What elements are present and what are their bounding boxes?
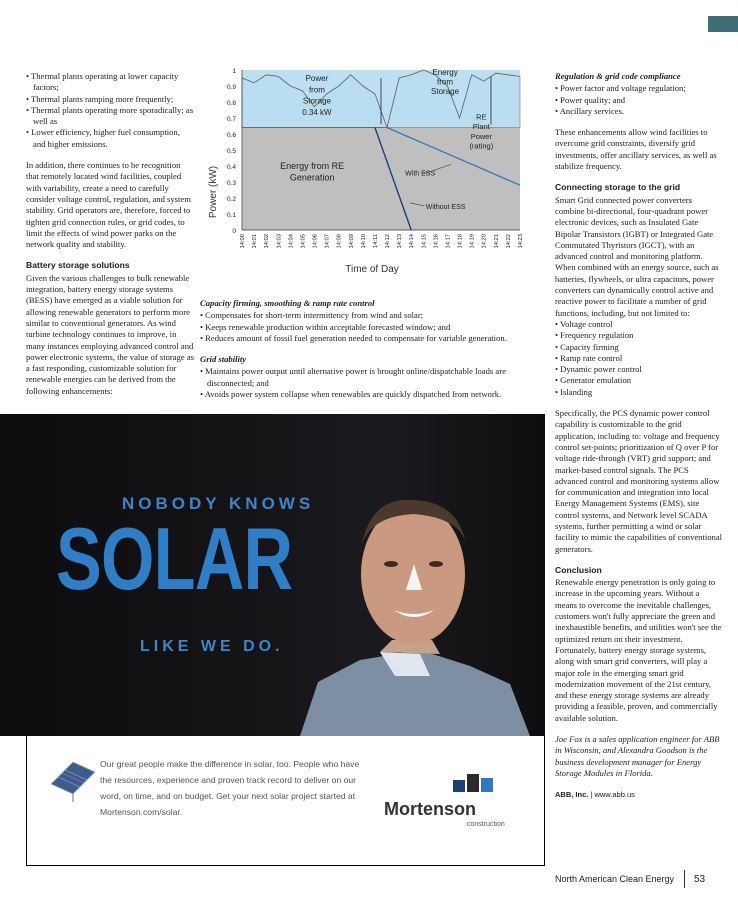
annotation-power-from-storage: Storage bbox=[302, 96, 331, 106]
x-tick-label: 14:00 bbox=[240, 234, 246, 249]
company-name: ABB, Inc. bbox=[555, 790, 589, 800]
list-item: • Maintains power output until alternative power is brought online/dispatchable loads are disconnected; and bbox=[200, 366, 540, 389]
x-tick-label: 14:08 bbox=[336, 234, 343, 249]
x-tick-label: 14:01 bbox=[252, 234, 259, 249]
x-tick-label: 14:09 bbox=[348, 234, 355, 249]
x-tick-label: 14:02 bbox=[264, 234, 271, 249]
list-item: • Compensates for short-term intermittency from wind and solar; bbox=[200, 310, 540, 321]
x-tick-label: 14:11 bbox=[372, 234, 379, 249]
y-tick-label: 0.6 bbox=[226, 132, 236, 139]
y-tick-label: 0.5 bbox=[226, 148, 236, 155]
y-tick-label: 0.1 bbox=[226, 212, 236, 219]
annotation-re-plant-rating: Plant bbox=[472, 122, 490, 132]
annotation-without-ess: Without ESS bbox=[425, 204, 466, 212]
ad-body-copy: Our great people make the difference in solar, too. People who have the resources, experience and proven track record to deliver on our word, on time, and on budget. Get your next solar project started at Mortenson.com/solar. bbox=[100, 759, 360, 817]
list-item: • Generator emulation bbox=[555, 375, 723, 386]
annotation-re-plant-rating: RE bbox=[476, 112, 487, 122]
annotation-re-plant-rating: (rating) bbox=[469, 141, 494, 151]
paragraph: Given the various challenges to bulk renewable integration, battery energy storage systems (BESS) have emerged as a viable solution for allowing renewable generators to perform more similar to conventional generators. As wind turbine technology continues to improve, in many instances employing advanced control and power electronic systems, the value of storage as a fast responding, customizable solution for renewable energies can be derived from the following enhancements: bbox=[26, 272, 194, 396]
paragraph: In addition, there continues to be recognition that remotely located wind facilities, coupled with variability, create a need to carefully consider voltage control, regulation, and system stability. Grid operators are, therefore, forced to tighten grid connection rules, or grid codes, to limit the effects of wind power parks on the network quality and stability. bbox=[26, 160, 191, 250]
annotation-with-ess: With ESS bbox=[405, 170, 436, 178]
list-item: • Dynamic power control bbox=[555, 364, 723, 375]
list-item: • Avoids power system collapse when renewables are quickly dispatched from network. bbox=[200, 389, 540, 400]
section-heading: Battery storage solutions bbox=[26, 260, 130, 271]
list-item: • Frequency regulation bbox=[555, 330, 723, 341]
publication-name: North American Clean Energy bbox=[555, 874, 675, 884]
ad-photo-panel bbox=[0, 414, 545, 736]
paragraph: These enhancements allow wind facilities to overcome grid constraints, diversify grid investments, offer ancillary services, as well as stabilize frequency. bbox=[555, 127, 717, 172]
power-chart-svg bbox=[200, 62, 530, 282]
x-tick-label: 14:13 bbox=[397, 234, 404, 249]
annotation-energy-from-storage: from bbox=[437, 77, 454, 87]
list-item: • Thermal plants ramping more frequently; bbox=[26, 94, 194, 105]
x-tick-label: 14:23 bbox=[518, 234, 524, 249]
ad-headline-top: NOBODY KNOWS bbox=[122, 494, 315, 513]
footer-divider bbox=[684, 870, 685, 888]
company-url: | www.abb.us bbox=[590, 790, 635, 800]
y-tick-label: 0.7 bbox=[226, 116, 236, 123]
advertisement bbox=[0, 414, 545, 866]
ad-logo-subtitle: construction bbox=[467, 821, 505, 828]
ad-footer-panel bbox=[26, 736, 545, 866]
y-tick-label: 0.2 bbox=[226, 196, 236, 203]
list-item: • Thermal plants operating at lower capacity factors; bbox=[26, 71, 194, 94]
y-tick-label: 0.9 bbox=[226, 84, 236, 91]
list-item: • Capacity firming bbox=[555, 342, 723, 353]
section-heading: Conclusion bbox=[555, 564, 602, 575]
y-tick-label: 1 bbox=[232, 68, 236, 75]
list-item: • Power factor and voltage regulation; bbox=[555, 83, 723, 94]
annotation-energy-from-re: Generation bbox=[289, 172, 335, 183]
y-axis-label: Power (kW) bbox=[208, 165, 219, 219]
annotation-energy-from-re: Energy from RE bbox=[280, 161, 345, 172]
list-item: • Thermal plants operating more sporadically; as well as bbox=[26, 105, 194, 128]
author-byline: Joe Fox is a sales application engineer for ABB in Wisconsin, and Alexandra Goodson is the business development manager for Energy Storage Modules in Florida. bbox=[555, 734, 720, 778]
annotation-energy-from-storage: Energy bbox=[432, 67, 458, 77]
annotation-re-plant-rating: Power bbox=[470, 131, 492, 141]
x-tick-label: 14:18 bbox=[457, 234, 464, 249]
regulation-bullets bbox=[555, 83, 723, 117]
list-item: • Voltage control bbox=[555, 319, 723, 330]
list-item: • Keeps renewable production within acceptable forecasted window; and bbox=[200, 322, 540, 333]
right-column bbox=[555, 71, 723, 801]
section-heading: Regulation & grid code compliance bbox=[555, 71, 681, 81]
x-axis-label: Time of Day bbox=[345, 264, 399, 275]
ad-headline-bottom: LIKE WE DO. bbox=[140, 638, 284, 655]
annotation-power-from-storage: Power bbox=[305, 74, 329, 84]
section-heading: Capacity firming, smoothing & ramp rate control bbox=[200, 298, 375, 308]
company-credit bbox=[555, 789, 723, 800]
x-tick-label: 14:07 bbox=[324, 234, 331, 249]
x-tick-label: 14:10 bbox=[360, 234, 367, 249]
stability-bullets bbox=[200, 366, 540, 400]
y-tick-label: 0 bbox=[232, 228, 236, 235]
mortenson-logo-icon bbox=[435, 770, 515, 794]
x-tick-label: 14:17 bbox=[445, 234, 452, 249]
ad-logo: Mortenson bbox=[384, 799, 476, 819]
list-item: • Reduces amount of fossil fuel generation needed to compensate for variable generation. bbox=[200, 333, 540, 344]
x-tick-label: 14:05 bbox=[300, 234, 307, 249]
annotation-power-from-storage: 0.34 kW bbox=[302, 107, 332, 117]
capacity-bullets bbox=[200, 310, 540, 344]
x-tick-label: 14:15 bbox=[421, 234, 428, 249]
x-tick-label: 14:16 bbox=[433, 234, 440, 249]
y-tick-label: 0.3 bbox=[226, 180, 236, 187]
page-number: 53 bbox=[694, 874, 706, 885]
list-item: • Lower efficiency, higher fuel consumption, and higher emissions. bbox=[26, 127, 194, 150]
y-tick-label: 0.8 bbox=[226, 100, 236, 107]
list-item: • Power quality; and bbox=[555, 95, 723, 106]
grid-function-bullets bbox=[555, 319, 723, 398]
x-tick-label: 14:06 bbox=[312, 234, 319, 249]
x-tick-label: 14:22 bbox=[505, 234, 512, 249]
paragraph: Smart Grid connected power converters combine bi-directional, four-quadrant power electronic devices, such as Insulated Gate Bipolar Transistors (IGBT) or Integrated Gate Commutated Thyristors (IGCT), with an advanced control and monitoring platform. When combined with an energy source, such as batteries, flywheels, or ultra capacitors, power converters can dynamically control active and reactive power to facilitate a number of grid functions, including, but not limited to: bbox=[555, 194, 719, 318]
list-item: • Islanding bbox=[555, 387, 723, 398]
section-heading: Grid stability bbox=[200, 354, 247, 365]
solar-panel-icon bbox=[47, 758, 97, 802]
section-tab bbox=[708, 16, 738, 32]
annotation-power-from-storage: from bbox=[308, 85, 325, 95]
x-tick-label: 14:19 bbox=[469, 234, 476, 249]
list-item: • Ramp rate control bbox=[555, 353, 723, 364]
y-tick-label: 0.4 bbox=[226, 164, 236, 171]
left-column bbox=[26, 71, 194, 407]
x-tick-label: 14:03 bbox=[276, 234, 283, 249]
x-tick-label: 14:12 bbox=[385, 234, 392, 249]
middle-column bbox=[200, 298, 540, 410]
list-item: • Ancillary services. bbox=[555, 106, 723, 117]
section-heading: Connecting storage to the grid bbox=[555, 182, 681, 193]
power-chart bbox=[200, 62, 530, 282]
paragraph: Renewable energy penetration is only going to increase in the upcoming years. Without a means to overcome the inevitable challenges, customers won't fully appreciate the green and inexhaustible benefits, and utilities won't see the optimized return on their investment. Fortunately, battery energy storage systems, along with smart grid converters, will play a major role in the emerging smart grid modernization movement of the 21st century, and these energy storage systems are already providing a feasible, proven, and commercially available solution. bbox=[555, 577, 722, 723]
x-tick-label: 14:14 bbox=[409, 234, 416, 249]
annotation-energy-from-storage: Storage bbox=[431, 87, 460, 96]
paragraph: Specifically, the PCS dynamic power control capability is customizable to the grid application, including to: voltage and frequency control set-points; prioritization of Q over P for voltage ride-through (VRT) grid support; and market-based control signals. The PCS advanced control and monitoring systems allow for communication and integration into local Energy Management Systems (EMS), site control systems, and Network level SCADA systems, further permitting a wind or solar facility to mimic the capabilities of conventional generators. bbox=[555, 408, 723, 554]
x-tick-label: 14:20 bbox=[481, 234, 488, 249]
x-tick-label: 14:04 bbox=[288, 234, 295, 249]
ad-headline-main: SOLAR bbox=[56, 509, 293, 608]
thermal-bullets bbox=[26, 71, 194, 150]
x-tick-label: 14:21 bbox=[493, 234, 500, 249]
